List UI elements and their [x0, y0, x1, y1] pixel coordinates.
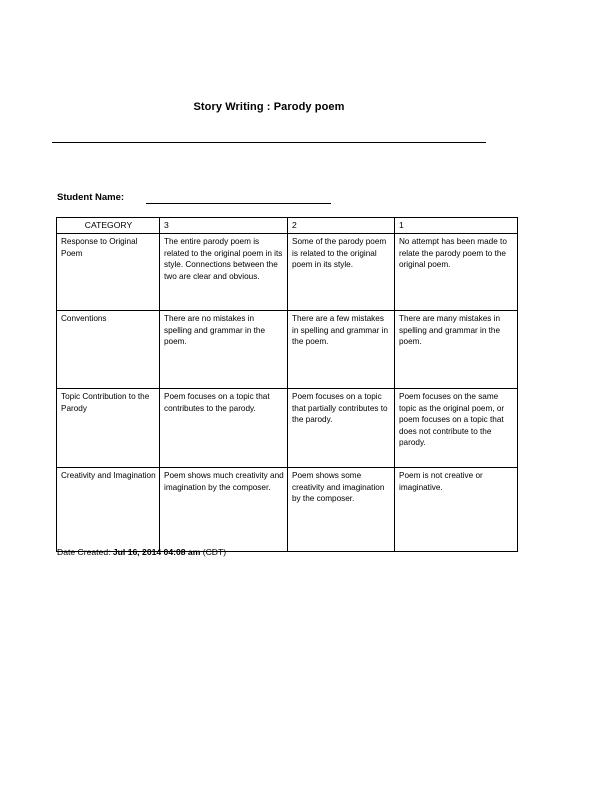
row-criterion-level-1: No attempt has been made to relate the parody poem to the original poem. [395, 234, 518, 311]
date-created-timezone: (CDT) [202, 547, 227, 557]
row-criterion-level-3: Poem focuses on a topic that contributes to the parody. [160, 389, 288, 468]
row-criterion-level-1: There are many mistakes in spelling and grammar in the poem. [395, 311, 518, 389]
row-category: Topic Contribution to the Parody [57, 389, 160, 468]
table-row [57, 389, 518, 468]
student-name-row [57, 188, 417, 204]
header-cell-level-1: 1 [395, 218, 518, 234]
student-name-label: Student Name: [57, 192, 125, 203]
row-criterion-level-1: Poem is not creative or imaginative. [395, 468, 518, 552]
row-category: Creativity and Imagination [57, 468, 160, 552]
row-criterion-level-3: Poem shows much creativity and imagination by the composer. [160, 468, 288, 552]
table-row [57, 234, 518, 311]
date-created-value: Jul 16, 2014 04:08 am [112, 547, 201, 557]
row-criterion-level-2: Poem focuses on a topic that partially contributes to the parody. [288, 389, 395, 468]
header-cell-category: CATEGORY [57, 218, 160, 234]
row-category: Response to Original Poem [57, 234, 160, 311]
date-created [57, 546, 226, 558]
table-row [57, 311, 518, 389]
row-criterion-level-3: The entire parody poem is related to the original poem in its style. Connections between the two are clear and obvious. [160, 234, 288, 311]
header-cell-level-3: 3 [160, 218, 288, 234]
header-divider [52, 142, 486, 143]
row-criterion-level-2: Poem shows some creativity and imagination by the composer. [288, 468, 395, 552]
header-cell-level-2: 2 [288, 218, 395, 234]
table-row [57, 468, 518, 552]
row-criterion-level-2: There are a few mistakes in spelling and grammar in the poem. [288, 311, 395, 389]
rubric-table [56, 217, 518, 552]
row-criterion-level-2: Some of the parody poem is related to the original poem in its style. [288, 234, 395, 311]
date-created-label: Date Created: [57, 547, 111, 557]
row-category: Conventions [57, 311, 160, 389]
student-name-input[interactable] [146, 192, 331, 204]
row-criterion-level-3: There are no mistakes in spelling and grammar in the poem. [160, 311, 288, 389]
table-header-row [57, 218, 518, 234]
page-title: Story Writing : Parody poem [193, 101, 345, 113]
row-criterion-level-1: Poem focuses on the same topic as the original poem, or poem focuses on a topic that does not contribute to the parody. [395, 389, 518, 468]
